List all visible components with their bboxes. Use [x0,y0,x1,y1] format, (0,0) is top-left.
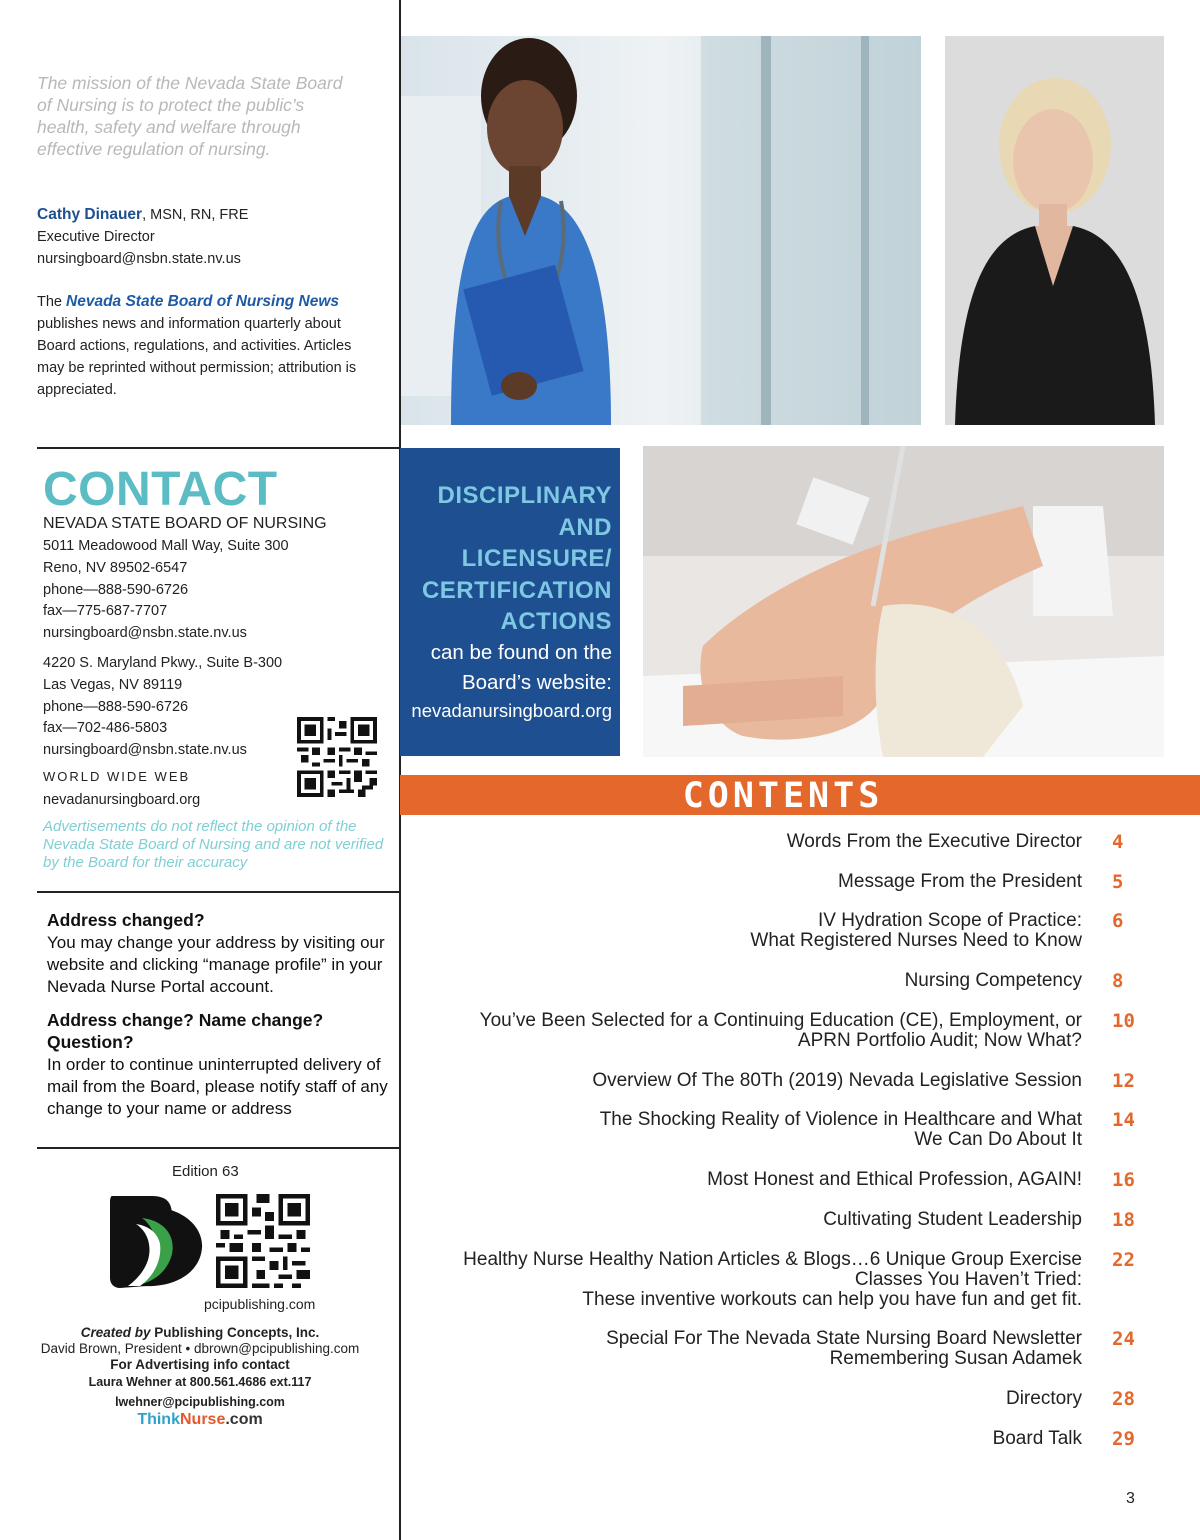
toc-title: What Registered Nurses Need to Know [750,930,1082,951]
toc-title: IV Hydration Scope of Practice: [817,910,1082,931]
disciplinary-line-3: LICENSURE/ [461,545,612,572]
director-email[interactable]: nursingboard@nsbn.state.nv.us [37,251,241,267]
divider-bottom [37,1147,400,1149]
toc-title: Nursing Competency [904,970,1082,991]
dotcom-text: .com [225,1411,263,1428]
advertising-contact: Laura Wehner at 800.561.4686 ext.117 [88,1375,312,1389]
toc-title: Words From the Executive Director [786,831,1082,852]
toc-item[interactable] [420,872,1082,892]
toc-title: The Shocking Reality of Violence in Healthcare and What [599,1109,1082,1130]
contact-heading: CONTACT [43,463,278,516]
created-by [20,1325,380,1341]
toc-item[interactable] [420,1170,1082,1190]
nurse-text: Nurse [179,1411,226,1428]
think-text: Think [137,1411,180,1428]
toc-page[interactable]: 14 [1112,1109,1135,1131]
contents-title: CONTENTS [682,776,884,816]
toc-title: Overview Of The 80Th (2019) Nevada Legislative Session [592,1070,1082,1091]
iv-hand-photo [643,446,1164,757]
toc-title: Remembering Susan Adamek [829,1348,1082,1369]
about-text: publishes news and information quarterly about Board actions, regulations, and activities. Articles may be reprinted without permission; attribution is appreciated. [37,316,357,398]
director-title: Executive Director [37,229,155,245]
disciplinary-found-line: can be found on the [430,640,612,664]
toc-item[interactable] [420,1071,1082,1091]
toc-item[interactable] [420,1429,1082,1449]
toc-title: Board Talk [992,1428,1082,1449]
vegas-email[interactable]: nursingboard@nsbn.state.nv.us [43,742,247,759]
reno-street: 5011 Meadowood Mall Way, Suite 300 [43,538,289,554]
toc-page[interactable]: 4 [1112,831,1124,853]
toc-title: Healthy Nurse Healthy Nation Articles & Blogs…6 Unique Group Exercise [463,1249,1082,1270]
vegas-street: 4220 S. Maryland Pkwy., Suite B-300 [43,655,283,671]
vegas-city: Las Vegas, NV 89119 [43,676,183,693]
toc-item[interactable] [420,1250,1082,1310]
pci-qr-code-icon[interactable] [216,1194,310,1288]
disciplinary-line-5: ACTIONS [500,608,612,635]
page-number: 3 [1126,1490,1135,1507]
address-changed-heading: Address changed? [47,910,205,930]
toc-title: Cultivating Student Leadership [823,1209,1082,1230]
director-block [37,204,377,270]
toc-item[interactable] [420,1389,1082,1409]
contact-org: NEVADA STATE BOARD OF NURSING [43,515,327,532]
toc-item[interactable] [420,971,1082,991]
toc-title: Most Honest and Ethical Profession, AGAIN! [707,1169,1082,1190]
disciplinary-website-line: Board’s website: [461,670,612,694]
pci-logo-icon [106,1194,206,1295]
disciplinary-line-4: CERTIFICATION [421,576,612,604]
edition-number: Edition 63 [172,1163,239,1180]
divider-middle [37,891,400,893]
disciplinary-actions-box [400,448,620,756]
publication-name: Nevada State Board of Nursing News [66,293,340,310]
vegas-address [43,653,303,762]
board-qr-code-icon[interactable] [297,717,377,797]
publisher-name: Publishing Concepts, Inc. [150,1325,320,1340]
toc-title: Message From the President [838,871,1082,892]
thinknurse-link[interactable] [20,1411,380,1429]
toc-item[interactable] [420,911,1082,951]
president-line: David Brown, President • dbrown@pcipublishing.com [40,1341,360,1356]
pci-url[interactable]: pcipublishing.com [204,1296,316,1312]
director-name: Cathy Dinauer [37,206,143,223]
vegas-phone: phone—888-590-6726 [43,698,189,715]
mission-statement: The mission of the Nevada State Board of Nursing is to protect the public’s health, safety and welfare through effective regulation of nursing. [37,73,343,159]
divider-top [37,447,400,449]
toc-item[interactable] [420,1110,1082,1150]
director-photo [945,36,1164,425]
advertising-line: For Advertising info contact [110,1357,290,1372]
disciplinary-line-2: AND [558,513,612,541]
toc-item[interactable] [420,832,1082,852]
toc-title: We Can Do About It [914,1129,1082,1150]
advertising-email[interactable]: lwehner@pcipublishing.com [115,1395,285,1409]
www-label: WORLD WIDE WEB [43,769,191,784]
name-change-body: In order to continue uninterrupted delivery of mail from the Board, please notify staff of any change to your name or address [47,1055,388,1118]
toc-item[interactable] [420,1329,1082,1369]
toc-page[interactable]: 29 [1112,1428,1135,1450]
reno-phone: phone—888-590-6726 [43,581,189,598]
toc-title: These inventive workouts can help you have fun and get fit. [582,1289,1082,1310]
disciplinary-line-1: DISCIPLINARY [437,482,612,509]
toc-item[interactable] [420,1210,1082,1230]
toc-page[interactable]: 16 [1112,1169,1135,1191]
toc-page[interactable]: 28 [1112,1388,1135,1410]
disciplinary-url[interactable]: nevadanursingboard.org [411,699,612,721]
toc-page[interactable]: 5 [1112,871,1124,893]
name-change-heading: Address change? Name change? Question? [47,1010,324,1052]
toc-title: Directory [1005,1388,1082,1409]
toc-title: Classes You Haven’t Tried: [854,1269,1082,1290]
vegas-fax: fax—702-486-5803 [43,720,168,737]
www-link[interactable]: nevadanursingboard.org [43,792,201,808]
toc-page[interactable]: 24 [1112,1328,1135,1350]
reno-email[interactable]: nursingboard@nsbn.state.nv.us [43,625,247,642]
nurse-photo [401,36,921,425]
toc-page[interactable]: 10 [1112,1010,1135,1032]
toc-page[interactable]: 8 [1112,970,1124,992]
reno-city: Reno, NV 89502-6547 [43,559,188,576]
ads-disclaimer: Advertisements do not reflect the opinion of the Nevada State Board of Nursing and are not verified by the Board for their accuracy [43,818,384,871]
toc-title: Special For The Nevada State Nursing Board Newsletter [606,1328,1082,1349]
director-credentials: , MSN, RN, FRE [142,207,249,223]
about-prefix: The [37,294,67,310]
toc-page[interactable]: 12 [1112,1070,1135,1092]
reno-fax: fax—775-687-7707 [43,603,168,620]
toc-title: APRN Portfolio Audit; Now What? [797,1030,1082,1051]
toc-page[interactable]: 6 [1112,910,1124,932]
publication-about [37,291,382,401]
address-changed-body: You may change your address by visiting our website and clicking “manage profile” in your Nevada Nurse Portal account. [47,933,385,996]
toc-page[interactable]: 18 [1112,1209,1135,1231]
toc-title: You’ve Been Selected for a Continuing Education (CE), Employment, or [479,1010,1082,1031]
toc-page[interactable]: 22 [1112,1249,1135,1271]
toc-item[interactable] [420,1011,1082,1051]
created-by-label: Created by [80,1325,151,1340]
reno-address [43,536,303,645]
